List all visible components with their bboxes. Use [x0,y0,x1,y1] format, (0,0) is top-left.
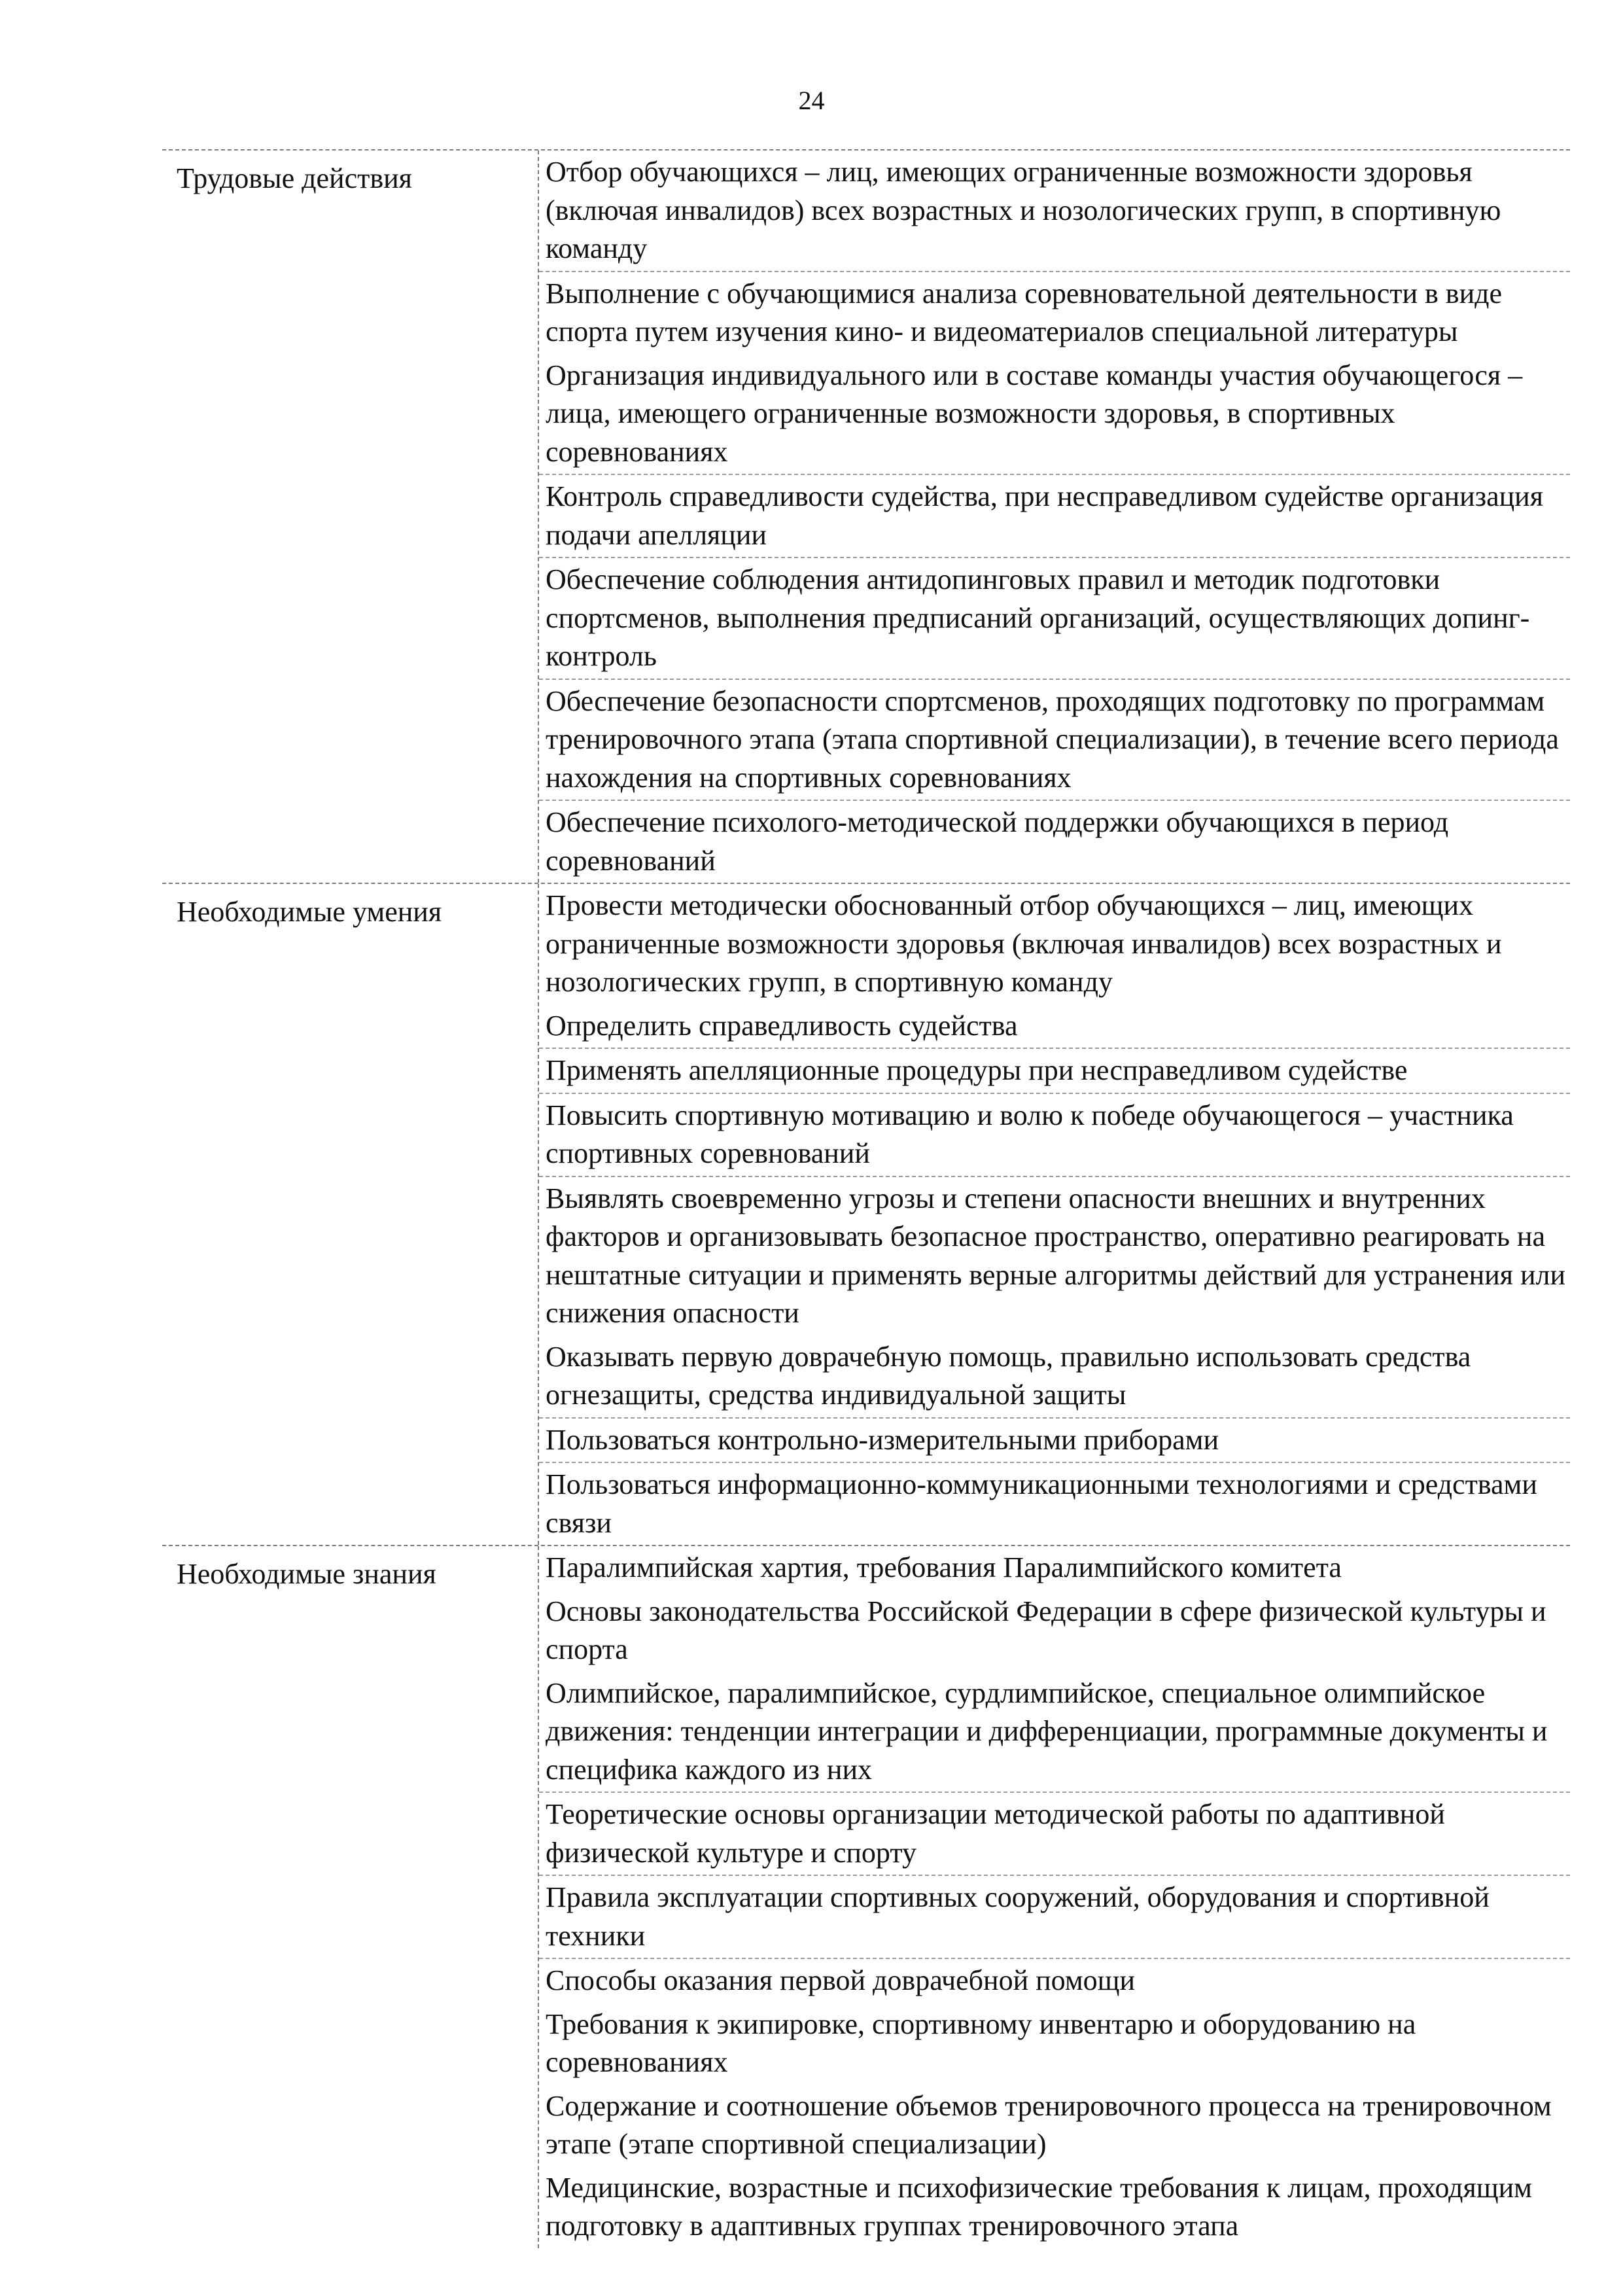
table-cell: Повысить спортивную мотивацию и волю к победе обучающегося – участника спортивных соревнований [539,1093,1570,1176]
competency-table [162,149,1570,2248]
table-cell: Обеспечение соблюдения антидопинговых правил и методик подготовки спортсменов, выполнения предписаний организаций, осуществляющих допинг-контроль [539,557,1570,679]
page-number: 24 [798,86,825,115]
table-cell: Оказывать первую доврачебную помощь, правильно использовать средства огнезащиты, средства индивидуальной защиты [546,1340,1471,1411]
table-cell: Требования к экипировке, спортивному инвентарю и оборудованию на соревнованиях [546,2007,1416,2078]
section-required-knowledge [162,1545,1570,2248]
table-cell: Пользоваться контрольно-измерительными приборами [539,1417,1570,1462]
table-cell: Контроль справедливости судейства, при несправедливом судействе организация подачи апелляции [539,474,1570,557]
section-labor-actions [162,149,1570,883]
table-cell: Правила эксплуатации спортивных сооружений, оборудования и спортивной техники [539,1875,1570,1958]
table-cell: Выявлять своевременно угрозы и степени опасности внешних и внутренних факторов и организовывать безопасное пространство, оперативно реагировать на нештатные ситуации и применять верные алгоритмы действий для устранения или снижения опасности [539,1176,1570,1335]
table-cell: Теоретические основы организации методической работы по адаптивной физической культуре и спорту [539,1792,1570,1875]
section-required-skills [162,883,1570,1545]
section-label: Необходимые знания [177,1558,436,1590]
table-cell: Организация индивидуального или в составе команды участия обучающегося – лица, имеющего ограниченные возможности здоровья, в спортивных соревнованиях [546,359,1523,468]
table-cell: Выполнение с обучающимися анализа соревновательной деятельности в виде спорта путем изучения кино- и видеоматериалов специальной литературы [539,271,1570,354]
section-label: Трудовые действия [177,162,412,194]
section-items [538,150,1570,883]
section-items [538,1546,1570,2248]
table-cell: Пользоваться информационно-коммуникационными технологиями и средствами связи [539,1462,1570,1545]
table-cell: Способы оказания первой доврачебной помощи [539,1958,1570,2003]
table-cell: Олимпийское, паралимпийское, сурдлимпийское, специальное олимпийское движения: тенденции интеграции и дифференциации, программные документы и специфика каждого из них [546,1676,1548,1786]
table-cell: Применять апелляционные процедуры при несправедливом судействе [539,1048,1570,1093]
table-cell: Определить справедливость судейства [546,1009,1018,1042]
table-cell: Провести методически обоснованный отбор обучающихся – лиц, имеющих ограниченные возможности здоровья (включая инвалидов) всех возрастных и нозологических групп, в спортивную команду [546,889,1502,998]
table-cell: Обеспечение психолого-методической поддержки обучающихся в период соревнований [539,800,1570,883]
table-cell: Паралимпийская хартия, требования Паралимпийского комитета [546,1551,1342,1583]
table-cell: Медицинские, возрастные и психофизические требования к лицам, проходящим подготовку в адаптивных группах тренировочного этапа [546,2171,1532,2242]
section-items [538,884,1570,1545]
table-cell: Отбор обучающихся – лиц, имеющих ограниченные возможности здоровья (включая инвалидов) всех возрастных и нозологических групп, в спортивную команду [546,156,1501,264]
table-cell: Обеспечение безопасности спортсменов, проходящих подготовку по программам тренировочного этапа (этапа спортивной специализации), в течение всего периода нахождения на спортивных соревнованиях [539,679,1570,800]
table-cell: Содержание и соотношение объемов тренировочного процесса на тренировочном этапе (этапе спортивной специализации) [546,2089,1552,2160]
section-label: Необходимые умения [177,896,442,928]
table-cell: Основы законодательства Российской Федерации в сфере физической культуры и спорта [546,1595,1546,1665]
